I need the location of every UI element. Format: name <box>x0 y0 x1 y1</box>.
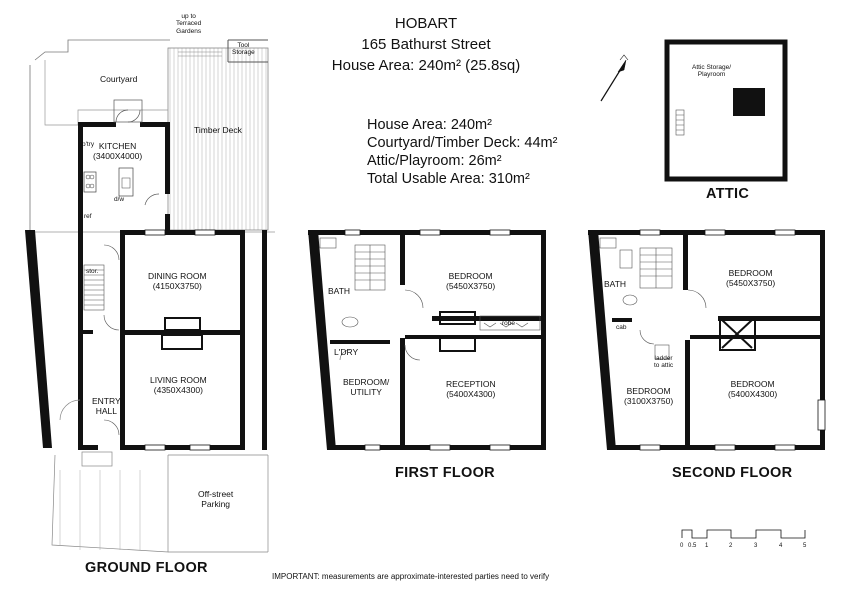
header-address: 165 Bathurst Street <box>361 36 491 53</box>
fireplace-dining <box>165 318 200 330</box>
label-cab: cab <box>616 324 627 331</box>
scale-tick-4: 4 <box>779 543 783 549</box>
kitchen-island <box>119 168 133 196</box>
scale-tick-0-5: 0.5 <box>688 543 697 549</box>
scale-bar <box>682 530 805 538</box>
label-dining-room: DINING ROOM (4150X3750) <box>148 271 207 291</box>
label-entry-hall: ENTRY HALL <box>92 396 121 416</box>
second-floor-title: SECOND FLOOR <box>672 465 793 481</box>
first-floor-title: FIRST FLOOR <box>395 465 495 481</box>
area-deck: Courtyard/Timber Deck: 44m² <box>367 135 558 151</box>
area-house: House Area: 240m² <box>367 117 492 133</box>
fireplace-living <box>162 335 202 349</box>
disclaimer-note: IMPORTANT: measurements are approximate-interested parties need to verify <box>272 572 550 581</box>
label-storage: stor. <box>86 268 99 275</box>
label-courtyard: Courtyard <box>100 74 138 84</box>
label-kitchen: KITCHEN (3400X4000) <box>93 141 143 161</box>
label-first-bedroom: BEDROOM (5450X3750) <box>446 271 496 291</box>
label-fridge: ref <box>84 213 92 220</box>
label-laundry: L'DRY <box>334 347 359 357</box>
first-floor-plan <box>308 230 546 450</box>
label-second-bedroom-front: BEDROOM (5450X3750) <box>726 268 776 288</box>
label-dishwasher: d/w <box>114 196 125 203</box>
label-tool-storage: Tool Storage <box>232 42 255 57</box>
label-timber-deck: Timber Deck <box>194 125 242 135</box>
label-robe: robe <box>502 320 516 327</box>
label-second-bath: BATH <box>604 279 627 289</box>
label-parking: Off-street Parking <box>198 489 234 509</box>
label-attic-storage: Attic Storage/ Playroom <box>692 64 732 79</box>
attic-title: ATTIC <box>706 186 750 202</box>
header-house-area: House Area: 240m² (25.8sq) <box>331 57 521 74</box>
label-up-to-gardens: up to Terraced Gardens <box>176 13 202 35</box>
north-arrow-icon <box>601 55 628 101</box>
label-first-bath: BATH <box>328 286 351 296</box>
label-pantry: p'try <box>82 141 95 148</box>
ground-floor-title: GROUND FLOOR <box>85 560 208 576</box>
scale-tick-3: 3 <box>754 543 758 549</box>
scale-tick-5: 5 <box>803 543 807 549</box>
label-reception: RECEPTION (5400X4300) <box>446 379 496 399</box>
header-city: HOBART <box>394 15 458 32</box>
area-attic: Attic/Playroom: 26m² <box>367 153 502 169</box>
label-living-room: LIVING ROOM (4350X4300) <box>150 375 207 395</box>
scale-tick-1: 1 <box>705 543 709 549</box>
area-total: Total Usable Area: 310m² <box>367 171 530 187</box>
ground-floor-plan <box>25 40 275 552</box>
attic-plan <box>667 42 785 179</box>
timber-deck-area <box>168 48 268 230</box>
label-bedroom-utility: BEDROOM/ UTILITY <box>343 377 390 397</box>
scale-tick-2: 2 <box>729 543 733 549</box>
scale-tick-0: 0 <box>680 543 684 549</box>
second-floor-plan <box>588 230 825 450</box>
label-ladder: ladder to attic <box>654 355 674 370</box>
label-second-bedroom-rear: BEDROOM (5400X4300) <box>728 379 778 399</box>
label-second-bedroom-small: BEDROOM (3100X3750) <box>624 386 674 406</box>
stove-fixture <box>84 172 96 192</box>
